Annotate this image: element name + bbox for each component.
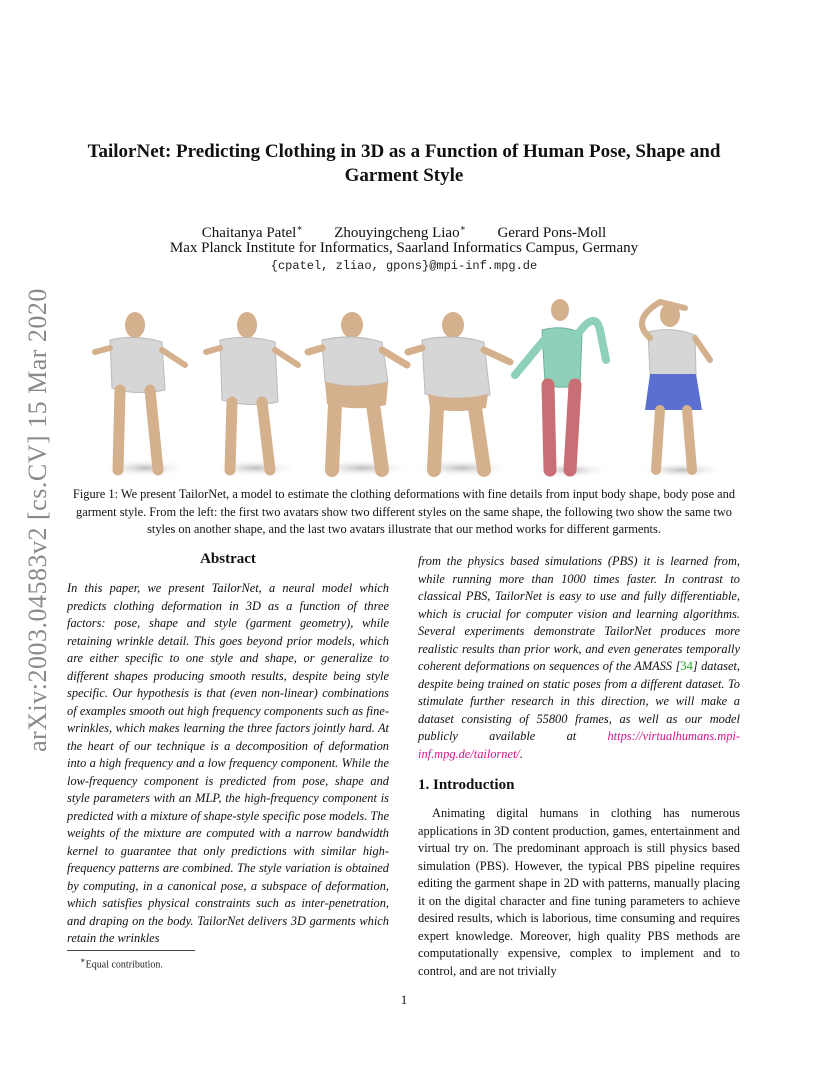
figure-caption: Figure 1: We present TailorNet, a model to estimate the clothing deformations with fine details from input body shape, body pose and garment style. From the left: the first two avatars show two different styles on the same shape, the following two show the same two styles on another shape, and the last two avatars illustrate that our method works for different garments. [72, 487, 736, 536]
author: Zhouyingcheng Liao∗ [334, 223, 466, 241]
avatar-5 [515, 299, 610, 478]
affiliation: Max Planck Institute for Informatics, Saarland Informatics Campus, Germany [169, 240, 639, 256]
arxiv-sidebar [18, 280, 58, 760]
intro-paragraph: Animating digital humans in clothing has numerous applications in 3D content production, games, entertainment and virtual try on. The predominant approach is still physics based simulation (PBS). However, the typical PBS pipeline requires editing the garment shape in 2D with patterns, manually placing it on the digital character and fine tuning parameters to achieve desired results, which is laborious, time consuming and requires expert knowledge. Moreover, high quality PBS methods are computationally expensive, complex to implement and to control, and are not trivially [418, 806, 740, 978]
avatar-6 [637, 302, 727, 478]
page-number: 1 [400, 992, 408, 1007]
abstract-body-right: from the physics based simulations (PBS) it is learned from, while running more than 1000 times faster. In contrast to classical PBS, TailorNet is easy to use and fully differentiable, which is crucial for computer vision and learning algorithms. Several experiments demonstrate TailorNet produces more realistic results than prior work, and even generates temporally coherent deformations on sequences of the AMASS [34] dataset, despite being trained on static poses from a different dataset. To stimulate further research in this direction, we will make a dataset consisting of 55800 frames, as well as our model publicly available at https://virtualhumans.mpi-inf.mpg.de/tailornet/. [418, 554, 740, 761]
arxiv-identifier: arXiv:2003.04583v2 [cs.CV] 15 Mar 2020 [23, 288, 52, 752]
section-heading: 1. Introduction [418, 777, 515, 793]
avatar-2 [206, 312, 300, 477]
project-url-link[interactable]: https://virtualhumans.mpi-inf.mpg.de/tailornet/ [418, 729, 740, 761]
avatar-3 [308, 312, 412, 477]
footnote-divider [67, 950, 195, 951]
abstract-heading: Abstract [200, 551, 256, 567]
citation-link[interactable]: 34 [680, 659, 693, 673]
avatar-1 [95, 312, 190, 477]
avatar-4 [408, 312, 512, 477]
author: Gerard Pons-Moll [497, 225, 607, 241]
author: Chaitanya Patel∗ [201, 223, 303, 241]
paper-title: TailorNet: Predicting Clothing in 3D as a Function of Human Pose, Shape and Garment Style [87, 141, 721, 186]
footnote: ∗Equal contribution. [80, 956, 163, 971]
abstract-body-left: In this paper, we present TailorNet, a neural model which predicts clothing deformation in 3D as a function of three factors: pose, shape and style (garment geometry), while retaining wrinkle detail. This goes beyond prior models, which are either specific to one style and shape, or generalize to different shapes producing smooth results, despite being style specific. Our hypothesis is that (even non-linear) combinations of examples smooth out high frequency components such as fine-wrinkles, which makes learning the three factors jointly hard. At the heart of our technique is a decomposition of deformation into a high frequency and a low frequency component. While the low-frequency component is predicted from pose, shape and style parameters with an MLP, the high-frequency component is predicted with a mixture of shape-style specific pose models. The weights of the mixture are computed with a narrow bandwidth kernel to guarantee that only predictions with similar high-frequency patterns are combined. The style variation is obtained by computing, in a canonical pose, a subspace of deformation, which satisfies physical constraints such as inter-penetration, and draping on the body. TailorNet delivers 3D garments which retain the wrinkles [67, 581, 389, 945]
teaser-figure [70, 290, 750, 485]
author-emails: {cpatel, zliao, gpons}@mpi-inf.mpg.de [270, 259, 538, 273]
